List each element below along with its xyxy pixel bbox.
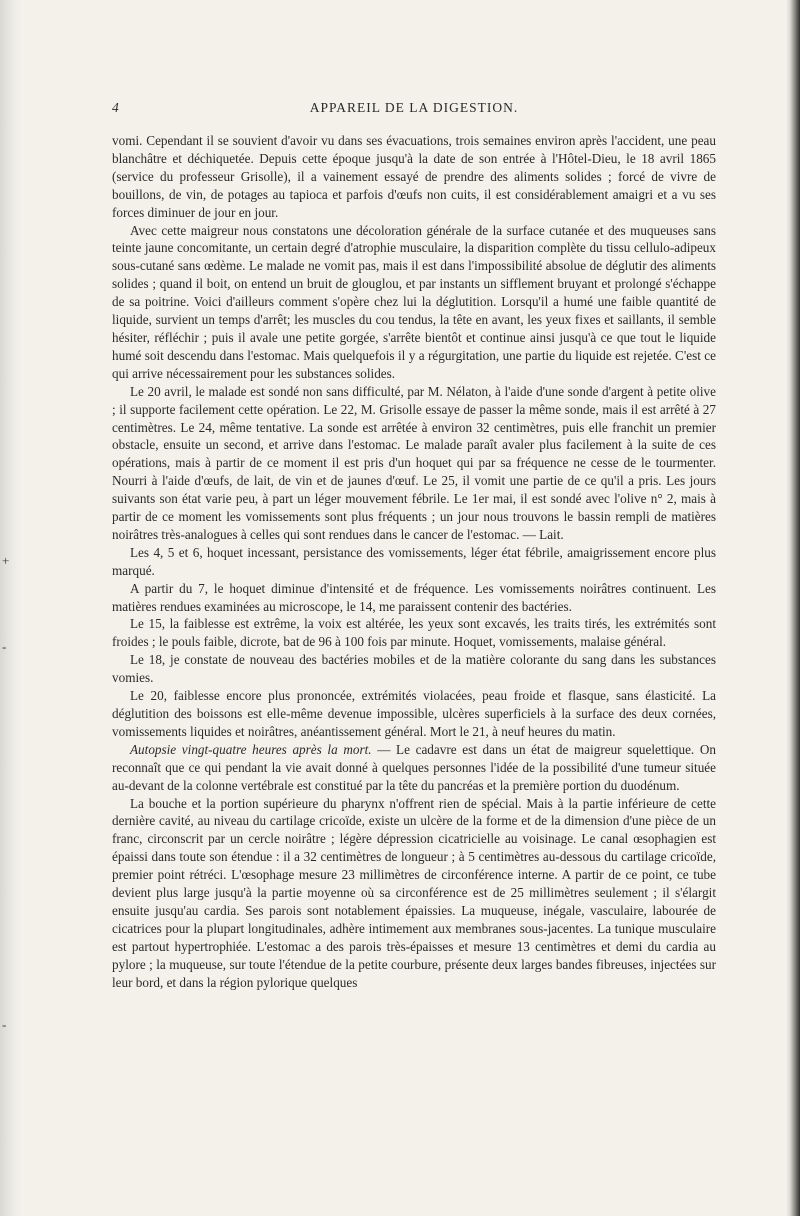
paragraph: Le 20, faiblesse encore plus prononcée, extrémités violacées, peau froide et flasque, sans élasticité. La déglutition des boissons est elle-même devenue impossible, ulcères superficiels à la surface des deux cornées, vomissements liquides et noirâtres, anéantissement général. Mort le 21, à neuf heures du matin.: [112, 688, 716, 739]
running-header: [112, 98, 716, 120]
margin-mark-dash-lower: -: [2, 1017, 7, 1032]
margin-mark-plus: +: [2, 553, 10, 568]
paragraph: Avec cette maigreur nous constatons une décoloration générale de la surface cutanée et des muqueuses sans teinte jaune concomitante, un certain degré d'atrophie musculaire, la disparition complète du tissu cellulo-adipeux sous-cutané sans œdème. Le malade ne vomit pas, mais il est dans l'impossibilité absolue de déglutir des aliments solides ; quand il boit, on entend un bruit de glouglou, et par instants un sifflement bruyant et prolongé s'échappe de sa poitrine. Voici d'ailleurs comment s'opère chez lui la déglutition. Lorsqu'il a humé une faible quantité de liquide, survient un temps d'arrêt; les muscles du cou tendus, la tête en avant, les yeux fixes et saillants, il semble hésiter, réfléchir ; puis il avale une petite gorgée, s'arrête bientôt et continue ainsi jusqu'à ce que tout le liquide humé soit descendu dans l'estomac. Mais quelquefois il y a régurgitation, une partie du liquide est rejetée. C'est ce qui arrive nécessairement pour les substances solides.: [112, 222, 716, 381]
autopsy-paragraph: [112, 741, 716, 795]
scan-right-edge: [786, 0, 800, 1216]
autopsy-label: Autopsie vingt-quatre heures après la mort.: [130, 741, 372, 757]
autopsy-text: — Le cadavre est dans un état de maigreur squelettique. On reconnaît que ce qui pendant la vie avait donné à quelques personnes l'idée de la possibilité d'une tumeur située au-devant de la colonne vertébrale est constitué par la tête du pancréas et la première portion du duodénum.: [112, 741, 716, 793]
scan-left-edge: [0, 0, 22, 1216]
paragraph: Le 15, la faiblesse est extrême, la voix est altérée, les yeux sont excavés, les traits tirés, les extrémités sont froides ; le pouls faible, dicrote, bat de 96 à 100 fois par minute. Hoquet, vomissements, malaise général.: [112, 616, 716, 650]
paragraph: Le 20 avril, le malade est sondé non sans difficulté, par M. Nélaton, à l'aide d'une sonde d'argent à petite olive ; il supporte facilement cette opération. Le 22, M. Grisolle essaye de passer la même sonde, mais il est arrêté à 27 centimètres. Le 24, même tentative. La sonde est arrêtée à environ 32 centimètres, puis elle franchit un premier obstacle, ensuite un second, et arrive dans l'estomac. Le malade paraît avaler plus facilement à la suite de ces opérations, mais à partir de ce moment il est pris d'un hoquet qui par sa fréquence ne cesse de le tourmenter. Nourri à l'aide d'œufs, de lait, de vin et de jaunes d'œuf. Le 25, il vomit une partie de ce qu'il a pris. Les jours suivants son état varie peu, à part un léger mouvement fébrile. Le 1er mai, il est sondé avec l'olive n° 2, mais à partir de ce moment les vomissements sont plus fréquents ; un jour nous trouvons le bassin rempli de matières noirâtres très-analogues à celles qui sont rendues dans le cancer de l'estomac. — Lait.: [112, 383, 716, 542]
margin-mark-dash: -: [2, 639, 7, 654]
paragraph: Le 18, je constate de nouveau des bactéries mobiles et de la matière colorante du sang dans les substances vomies.: [112, 652, 716, 686]
paragraph: A partir du 7, le hoquet diminue d'intensité et de fréquence. Les vomissements noirâtres continuent. Les matières rendues examinées au microscope, le 14, me paraissent contenir des bactéries.: [112, 580, 716, 614]
paragraph: La bouche et la portion supérieure du pharynx n'offrent rien de spécial. Mais à la partie inférieure de cette dernière cavité, au niveau du cartilage cricoïde, existe un ulcère de la forme et de la dimension d'une pièce de un franc, circonscrit par un cercle noirâtre ; légère dépression cicatricielle au voisinage. Le canal œsophagien est épaissi dans toute son étendue : il a 32 centimètres de longueur ; à 5 centimètres au-dessous du cartilage cricoïde, premier point rétréci. L'œsophage mesure 23 millimètres de circonférence interne. A partir de ce point, ce tube devient plus large jusqu'à la partie moyenne où sa circonférence est de 25 millimètres seulement ; il s'élargit ensuite jusqu'au cardia. Ses parois sont notablement épaissies. La muqueuse, inégale, vasculaire, labourée de cicatrices pour la plupart longitudinales, adhère intimement aux membranes sous-jacentes. La tunique musculaire est partout hypertrophiée. L'estomac a des parois très-épaisses et mesure 13 centimètres et demi du cardia au pylore ; la muqueuse, sur toute l'étendue de la petite courbure, présente deux larges bandes fibreuses, injectées sur leur bord, et dans la région pylorique quelques: [112, 795, 716, 990]
running-title: APPAREIL DE LA DIGESTION.: [309, 100, 519, 115]
book-page: [112, 98, 716, 992]
page-number: 4: [112, 100, 120, 115]
body-text: [112, 132, 716, 992]
paragraph: Les 4, 5 et 6, hoquet incessant, persistance des vomissements, léger état fébrile, amaigrissement encore plus marqué.: [112, 544, 716, 578]
paragraph: vomi. Cependant il se souvient d'avoir vu dans ses évacuations, trois semaines environ après l'accident, une peau blanchâtre et déchiquetée. Depuis cette époque jusqu'à la date de son entrée à l'Hôtel-Dieu, le 18 avril 1865 (service du professeur Grisolle), il a vainement essayé de prendre des aliments solides ; forcé de vivre de bouillons, de vin, de potages au tapioca et parfois d'œufs non cuits, il est considérablement amaigri et a vu ses forces diminuer de jour en jour.: [112, 133, 716, 220]
